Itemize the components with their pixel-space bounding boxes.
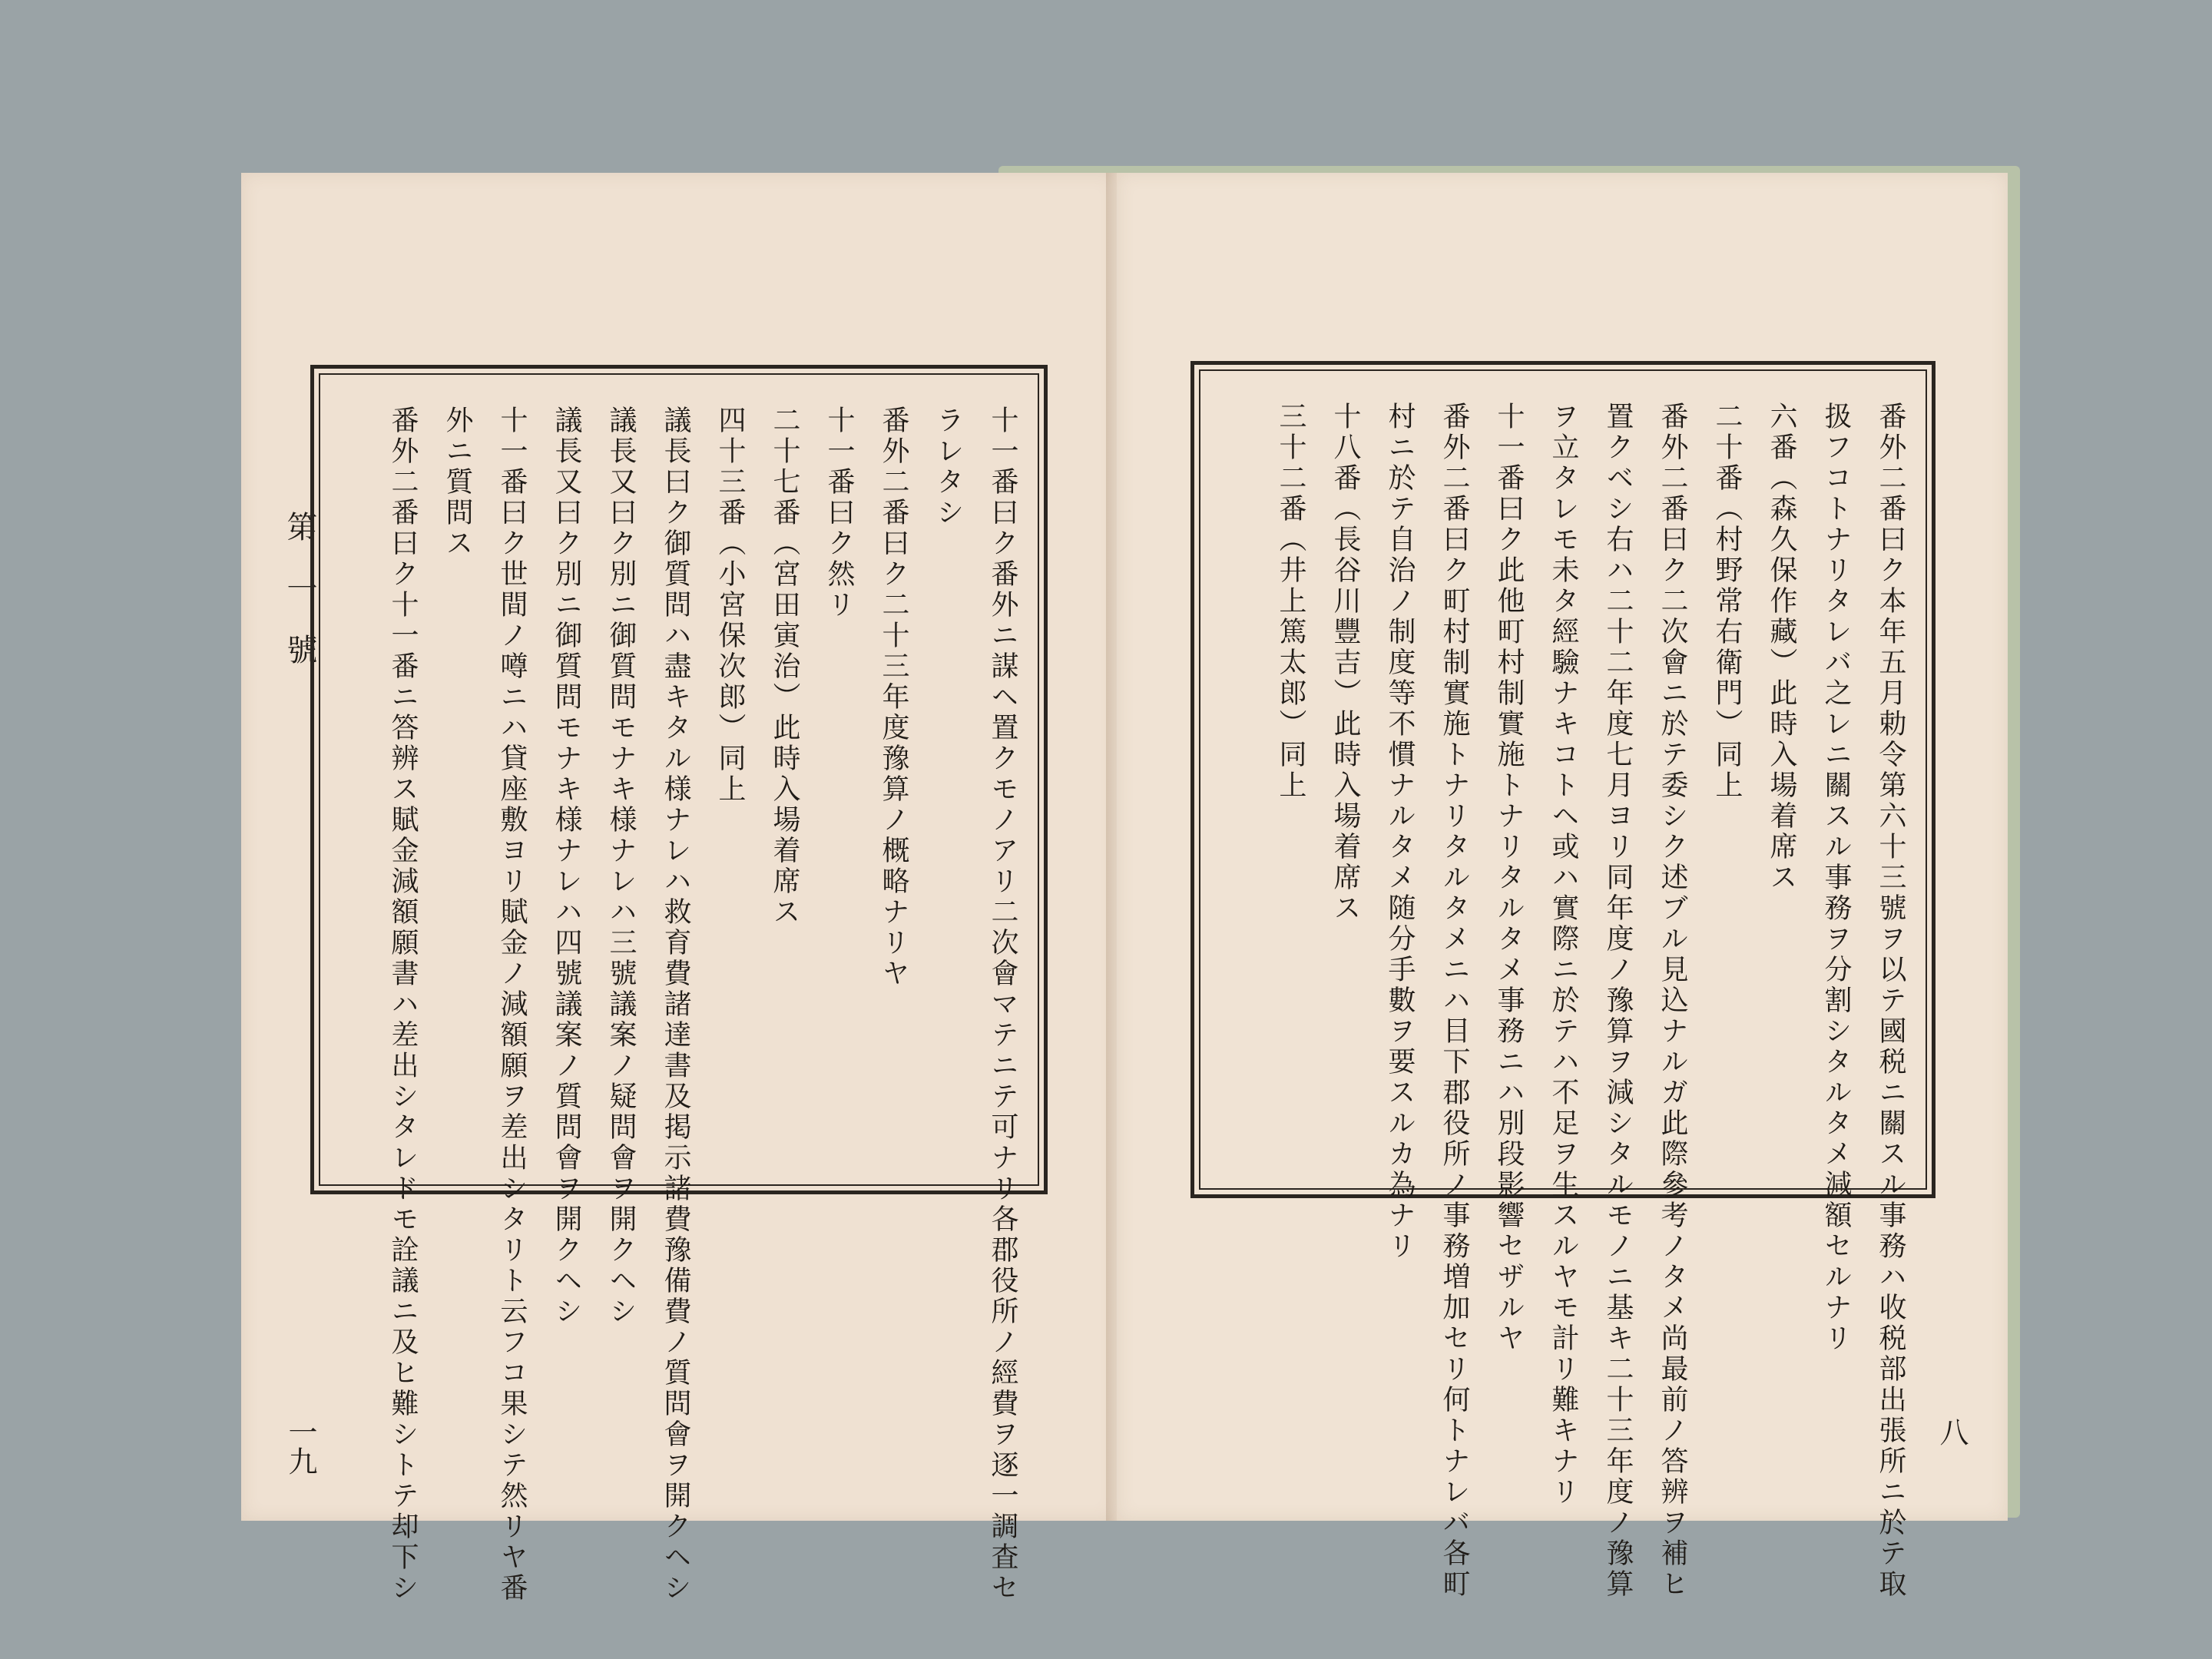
issue-label: 第一號 <box>282 511 317 695</box>
right-column-12: 三十二番（井上篤太郎）同上 <box>1275 402 1306 801</box>
right-frame-inner <box>1199 369 1927 1600</box>
left-column-1: 十一番曰ク番外ニ謀ヘ置クモノアリ二次會マテニテ可ナリ各郡役所ノ經費ヲ逐一調査セ <box>987 406 1018 1604</box>
left-text-frame <box>310 365 1048 1604</box>
left-column-7: 議長曰ク御質問ハ盡キタル様ナレハ救育費諸達書及掲示諸費豫備費ノ質問會ヲ開クヘシ <box>660 406 691 1604</box>
right-column-2: 扱フコトナリタレバ之レニ關スル事務ヲ分割シタルタメ減額セルナリ <box>1820 402 1852 1354</box>
right-column-4: 二十番（村野常右衛門）同上 <box>1711 402 1743 801</box>
left-page-number: 一九 <box>283 1417 317 1475</box>
right-text-frame <box>1190 361 1936 1600</box>
right-column-3: 六番（森久保作藏）此時入場着席ス <box>1766 402 1797 893</box>
right-column-7: ヲ立タレモ未タ經驗ナキコトヘ或ハ實際ニ於テハ不足ヲ生スルヤモ計リ難キナリ <box>1548 402 1579 1508</box>
right-column-8: 十一番曰ク此他町村制實施トナリタルタメ事務ニハ別段影響セザルヤ <box>1493 402 1525 1354</box>
left-column-8: 議長又曰ク別ニ御質問モナキ様ナレハ三號議案ノ疑問會ヲ開クヘシ <box>605 406 637 1327</box>
left-column-6: 四十三番（小宮保次郎）同上 <box>714 406 746 805</box>
left-column-12: 番外二番曰ク十一番ニ答辨ス賦金減額願書ハ差出シタレドモ詮議ニ及ヒ難シトテ却下シ <box>387 406 419 1604</box>
left-column-5: 二十七番（宮田寅治）此時入場着席ス <box>769 406 800 928</box>
left-frame-inner <box>319 373 1039 1604</box>
left-column-11: 外ニ質問ス <box>442 406 473 559</box>
right-column-11: 十八番（長谷川豐吉）此時入場着席ス <box>1330 402 1361 924</box>
right-column-6: 置クベシ右ハ二十二年度七月ヨリ同年度ノ豫算ヲ減シタルモノニ基キ二十三年度ノ豫算 <box>1602 402 1634 1600</box>
right-page-number: 八 <box>1935 1417 1969 1446</box>
left-page <box>241 173 1118 1604</box>
right-column-9: 番外二番曰ク町村制實施トナリタルタメニハ目下郡役所ノ事務増加セリ何トナレバ各町 <box>1439 402 1470 1600</box>
left-column-10: 十一番曰ク世間ノ噂ニハ貸座敷ヨリ賦金ノ減額願ヲ差出シタリト云フコ果シテ然リヤ番 <box>496 406 528 1604</box>
left-column-9: 議長又曰ク別ニ御質問モナキ様ナレハ四號議案ノ質問會ヲ開クヘシ <box>551 406 582 1327</box>
left-column-2: ラレタシ <box>932 406 964 528</box>
right-page <box>1117 173 2008 1600</box>
right-column-5: 番外二番曰ク二次會ニ於テ委シク述ブル見込ナルガ此際參考ノタメ尚最前ノ答辨ヲ補ヒ <box>1657 402 1688 1600</box>
left-column-4: 十一番曰ク然リ <box>823 406 855 621</box>
right-column-10: 村ニ於テ自治ノ制度等不慣ナルタメ随分手數ヲ要スルカ為ナリ <box>1384 402 1416 1262</box>
left-column-3: 番外二番曰ク二十三年度豫算ノ概略ナリヤ <box>878 406 909 989</box>
right-column-1: 番外二番曰ク本年五月勅令第六十三號ヲ以テ國税ニ關スル事務ハ收税部出張所ニ於テ取 <box>1875 402 1906 1600</box>
